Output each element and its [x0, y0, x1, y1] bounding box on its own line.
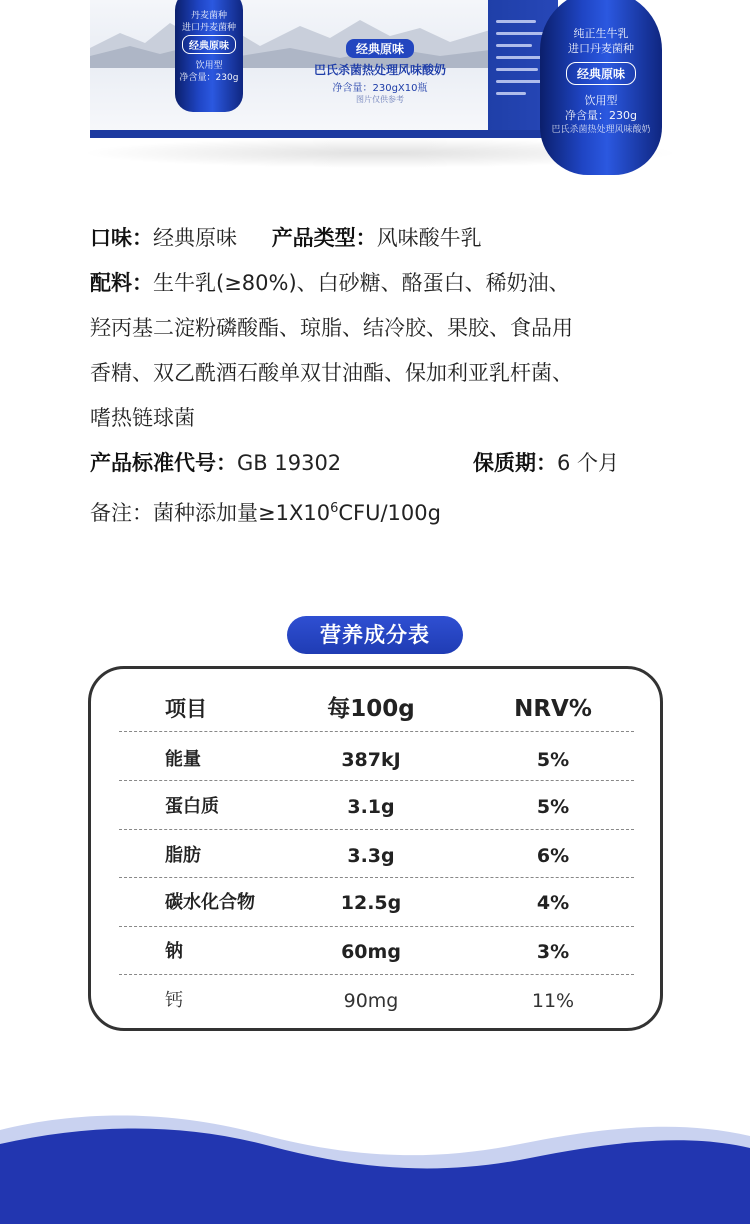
nutrient-name: 能量 [165, 749, 201, 770]
nutrient-nrv: 5% [536, 796, 570, 818]
row-divider [119, 877, 634, 878]
row-divider [119, 926, 634, 927]
nutrient-name: 脂肪 [165, 845, 201, 866]
note-unit: CFU/100g [338, 501, 441, 525]
large-bottle [540, 0, 662, 175]
large-bottle-line2: 进口丹麦菌种 [568, 42, 634, 55]
large-bottle-tag: 经典原味 [566, 62, 636, 85]
nutrient-amount: 387kJ [341, 749, 401, 771]
product-image [0, 0, 750, 200]
table-row [91, 879, 666, 927]
ingredients-line: 羟丙基二淀粉磷酸酯、琼脂、结冷胶、果胶、食品用 [90, 316, 573, 340]
table-row [91, 783, 666, 831]
nutrient-name: 蛋白质 [165, 796, 219, 817]
small-bottle-net: 净含量：230g [179, 73, 239, 83]
small-bottle-line: 丹麦菌种 [190, 11, 227, 21]
box-label [300, 38, 460, 105]
shelf-life-label: 保质期： [473, 451, 557, 475]
standard-value: GB 19302 [237, 451, 342, 475]
nutrient-amount: 90mg [343, 990, 399, 1012]
product-type-value: 风味酸牛乳 [376, 226, 482, 250]
box-label-net: 净含量：230gX10瓶 [332, 83, 428, 94]
small-bottle-tag: 经典原味 [182, 35, 236, 54]
ingredients-line: 嗜热链球菌 [90, 406, 195, 430]
nutrient-amount: 3.1g [347, 796, 395, 818]
nutrient-amount: 3.3g [347, 845, 395, 867]
table-header [91, 685, 666, 733]
nutrient-name: 钙 [165, 990, 183, 1011]
note-exponent: 6 [330, 501, 339, 516]
box-label-name: 巴氏杀菌热处理风味酸奶 [313, 63, 446, 77]
header-per100g: 每100g [327, 696, 415, 722]
large-bottle-desc: 巴氏杀菌热处理风味酸奶 [551, 125, 651, 135]
row-divider [119, 731, 634, 732]
table-row [91, 736, 666, 784]
nutrient-amount: 60mg [341, 941, 401, 963]
note-label: 备注： [90, 501, 153, 525]
info-row-flavor [90, 216, 690, 261]
ingredients-text: 生牛乳(≥80%)、白砂糖、酪蛋白、稀奶油、 [153, 271, 570, 295]
note-value: 菌种添加量≥1X10 [153, 501, 331, 525]
wave-decoration [0, 1100, 750, 1224]
flavor-value: 经典原味 [153, 226, 237, 250]
info-row-note [90, 486, 690, 536]
nutrition-title: 营养成分表 [287, 616, 463, 654]
row-divider [119, 974, 634, 975]
nutrient-name: 碳水化合物 [165, 892, 255, 913]
large-bottle-net: 净含量：230g [565, 109, 637, 122]
header-nrv: NRV% [514, 696, 592, 722]
nutrient-nrv: 6% [536, 845, 570, 867]
table-row [91, 832, 666, 880]
row-divider [119, 780, 634, 781]
row-divider [119, 829, 634, 830]
nutrient-nrv: 11% [531, 990, 575, 1012]
ingredients-label: 配料： [90, 271, 153, 295]
info-row-standard [90, 441, 690, 486]
nutrient-nrv: 3% [536, 941, 570, 963]
box-bottom-edge [90, 130, 560, 138]
small-bottle [175, 0, 243, 112]
large-bottle-line1: 纯正生牛乳 [573, 27, 629, 40]
table-row [91, 977, 666, 1025]
box-label-pill: 经典原味 [346, 39, 414, 58]
product-info [90, 216, 690, 536]
small-bottle-line: 进口丹麦菌种 [181, 23, 236, 33]
small-bottle-type: 饮用型 [195, 61, 223, 71]
table-row [91, 928, 666, 976]
nutrient-nrv: 5% [536, 749, 570, 771]
nutrition-table [88, 666, 663, 1031]
shelf-life-value: 6 个月 [557, 451, 620, 475]
nutrient-amount: 12.5g [340, 892, 402, 914]
nutrient-name: 钠 [165, 941, 183, 962]
standard-label: 产品标准代号： [90, 451, 237, 475]
product-type-label: 产品类型： [271, 226, 377, 250]
nutrient-nrv: 4% [536, 892, 570, 914]
ingredients-line: 香精、双乙酰酒石酸单双甘油酯、保加利亚乳杆菌、 [90, 361, 573, 385]
large-bottle-type: 饮用型 [584, 94, 618, 107]
header-item: 项目 [165, 697, 207, 721]
box-label-ref: 图片仅供参考 [356, 95, 404, 104]
flavor-label: 口味： [90, 226, 153, 250]
info-row-ingredients [90, 261, 690, 306]
